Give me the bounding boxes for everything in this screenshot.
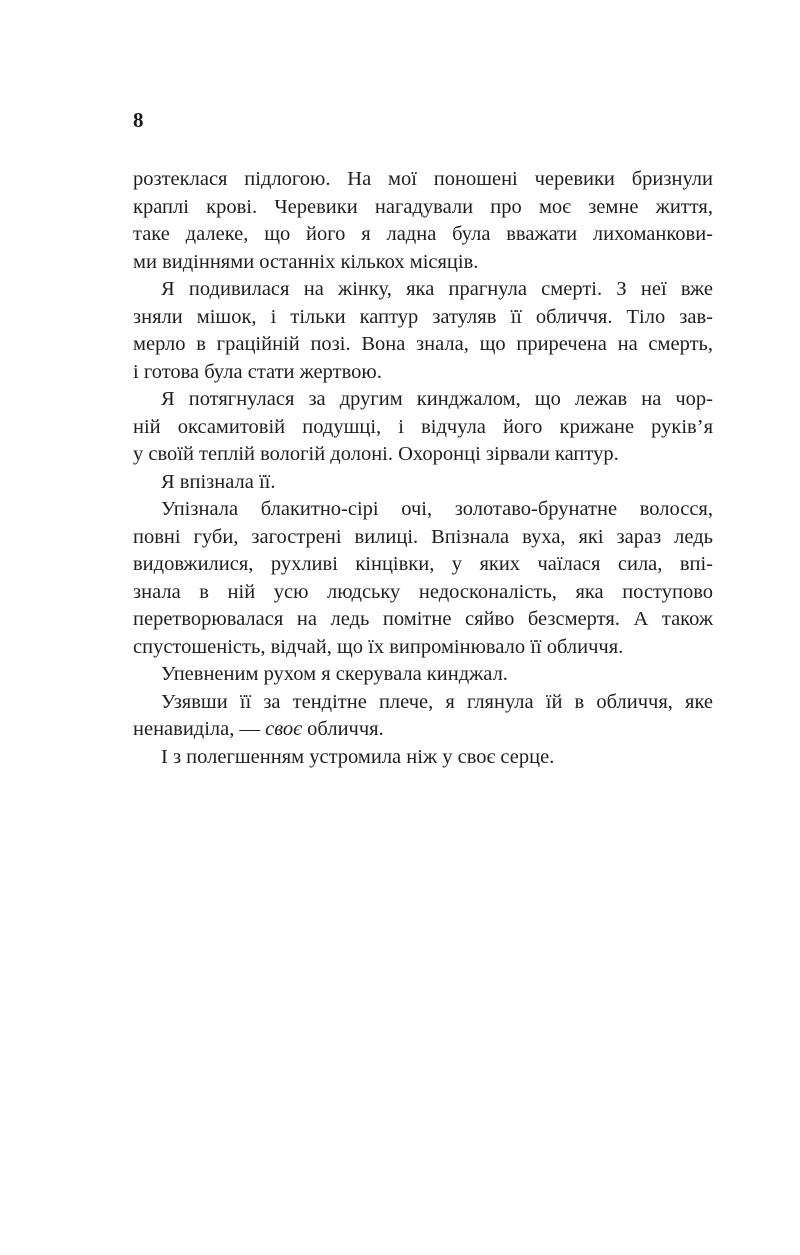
text-segment: обличчя.: [302, 718, 384, 740]
paragraph: [133, 496, 713, 661]
text-line: спустошеність, відчай, що їх випромінювало її обличчя.: [133, 635, 624, 658]
text-line: знала в ній усю людську недосконалість, яка поступово: [133, 580, 713, 603]
paragraph: [133, 386, 713, 469]
page-text: [133, 166, 713, 771]
text-line: повні губи, загострені вилиці. Впізнала вуха, які зараз ледь: [133, 525, 713, 548]
text-line: ми видіннями останніх кількох місяців.: [133, 250, 479, 273]
text-line: мерло в граційній позі. Вона знала, що приречена на смерть,: [133, 333, 713, 355]
text-line: Узявши її за тендітне плече, я глянула їй в обличчя, яке: [161, 690, 713, 713]
text-line: Я впізнала її.: [161, 470, 276, 493]
text-line: у своїй теплій вологій долоні. Охоронці зірвали каптур.: [133, 443, 619, 465]
paragraph: [133, 166, 713, 276]
paragraph: [133, 661, 713, 689]
text-line: [133, 716, 713, 744]
text-line: таке далеке, що його я ладна була вважати лихоманкови-: [133, 223, 713, 245]
text-line: І з полегшенням устромила ніж у своє серце.: [161, 745, 555, 768]
italic-text: своє: [265, 718, 303, 740]
paragraph: [133, 276, 713, 386]
paragraph: [133, 469, 713, 497]
text-line: розтеклася підлогою. На мої поношені черевики бризнули: [133, 168, 713, 190]
text-line: Я подивилася на жінку, яка прагнула смерті. З неї вже: [161, 278, 713, 300]
text-line: перетворювалася на ледь помітне сяйво безсмертя. А також: [133, 608, 713, 630]
paragraph: [133, 744, 713, 772]
text-segment: ненавиділа, —: [133, 718, 266, 740]
text-line: ній оксамитовій подушці, і відчула його крижане руків’я: [133, 415, 713, 438]
text-line: зняли мішок, і тільки каптур затуляв її обличчя. Тіло зав-: [133, 305, 713, 328]
text-line: видовжилися, рухливі кінцівки, у яких чаїлася сила, впі-: [133, 553, 713, 575]
text-line: Упевненим рухом я скерувала кинджал.: [161, 663, 508, 685]
text-line: Я потягнулася за другим кинджалом, що лежав на чор-: [161, 388, 713, 410]
page-number: 8: [133, 108, 144, 132]
text-line: краплі крові. Черевики нагадували про моє земне життя,: [133, 195, 713, 218]
text-line: і готова була стати жертвою.: [133, 360, 382, 383]
text-line: Упізнала блакитно-сірі очі, золотаво-брунатне волосся,: [161, 498, 713, 520]
paragraph: [133, 689, 713, 744]
